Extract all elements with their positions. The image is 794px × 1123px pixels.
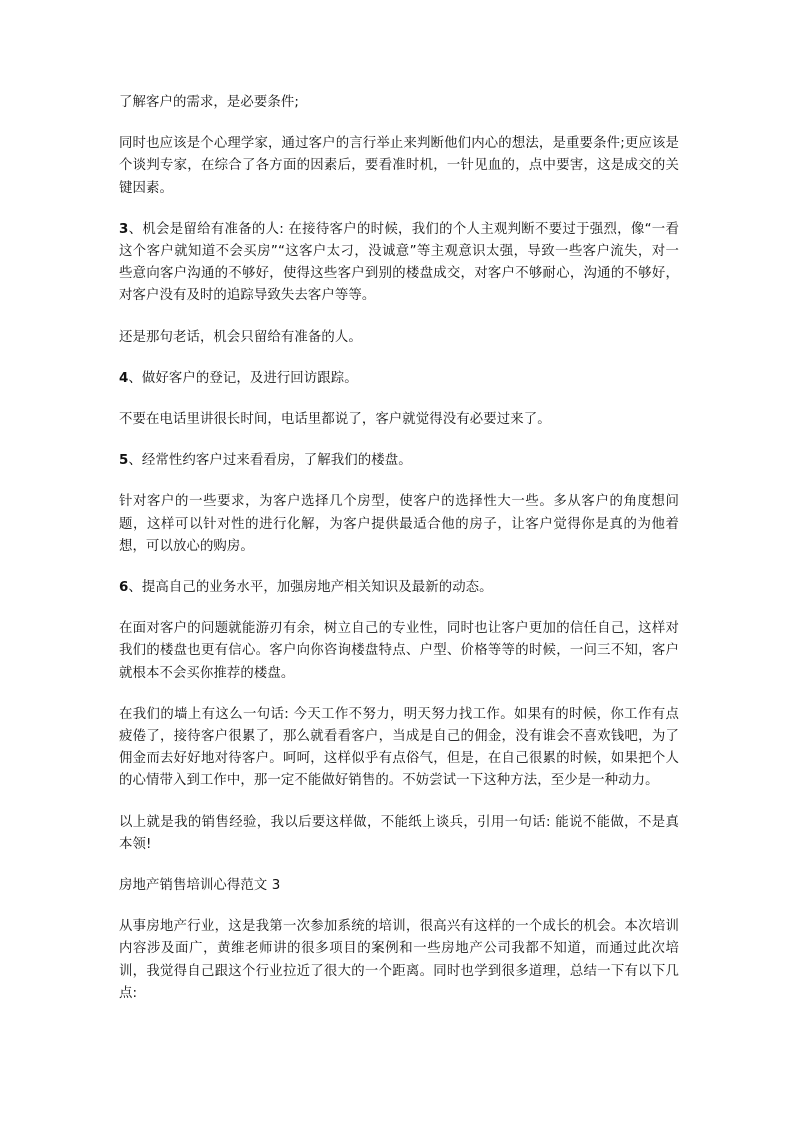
paragraph-requirement: 了解客户的需求，是必要条件; xyxy=(119,95,299,110)
paragraph-professional: 在面对客户的问题就能游刃有余，树立自己的专业性，同时也让客户更加的信任自己，这样对我们的楼盘也更有信心。客户向你咨询楼盘特点、户型、价格等等的时候，一问三不知，客户就根本不会买你推荐的楼盘。 xyxy=(119,621,679,681)
point-number: 6 xyxy=(119,580,129,596)
paragraph-requirements: 针对客户的一些要求，为客户选择几个房型，使客户的选择性大一些。多从客户的角度想问题，这样可以针对性的进行化解，为客户提供最适合他的房子，让客户觉得你是真的为他着想，可以放心的购房。 xyxy=(119,494,679,554)
paragraph-old-saying: 还是那句老话，机会只留给有准备的人。 xyxy=(119,329,362,345)
point-text: 、经常性约客户过来看看房，了解我们的楼盘。 xyxy=(128,453,412,469)
point-number: 4 xyxy=(119,370,129,386)
paragraph-conclusion: 以上就是我的销售经验，我以后要这样做，不能纸上谈兵，引用一句话: 能说不能做，不是真本领! xyxy=(119,814,679,852)
paragraph-psychologist: 同时也应该是个心理学家，通过客户的言行举止来判断他们内心的想法，是重要条件;更应该是个谈判专家，在综合了各方面的因素后，要看准时机，一针见血的，点中要害，这是成交的关键因素。 xyxy=(119,136,679,196)
paragraph-point-6 xyxy=(119,577,679,599)
paragraph-wall-saying: 在我们的墙上有这么一句话: 今天工作不努力，明天努力找工作。如果有的时候，你工作有点疲倦了，接待客户很累了，那么就看看客户，当成是自己的佣金，没有谁会不喜欢钱吧，为了佣金而去好好地对待客户。呵呵，这样似乎有点俗气，但是，在自己很累的时候，如果把个人的心情带入到工作中，那一定不能做好销售的。不妨尝试一下这种方法，至少是一种动力。 xyxy=(119,706,679,789)
document-body xyxy=(119,92,679,1005)
point-number: 3 xyxy=(119,221,129,237)
point-text: 、提高自己的业务水平，加强房地产相关知识及最新的动态。 xyxy=(128,580,493,596)
paragraph-point-5 xyxy=(119,450,679,472)
point-number: 5 xyxy=(119,453,129,469)
paragraph-phone: 不要在电话里讲很长时间，电话里都说了，客户就觉得没有必要过来了。 xyxy=(119,412,551,428)
paragraph-point-3 xyxy=(119,219,679,308)
paragraph-training: 从事房地产行业，这是我第一次参加系统的培训，很高兴有这样的一个成长的机会。本次培训内容涉及面广，黄维老师讲的很多项目的案例和一些房地产公司我都不知道，而通过此次培训，我觉得自己跟这个行业拉近了很大的一个距离。同时也学到很多道理，总结一下有以下几点: xyxy=(119,919,679,1001)
paragraph-point-4 xyxy=(119,368,679,390)
point-text: 、机会是留给有准备的人: 在接待客户的时候，我们的个人主观判断不要过于强烈，像“一看这个客户就知道不会买房”“这客户太刁，没诚意”等主观意识太强，导致一些客户流失，对一些意向客户沟通的不够好，使得这些客户到别的楼盘成交，对客户不够耐心，沟通的不够好，对客户没有及时的追踪导致失去客户等等。 xyxy=(119,221,679,304)
section-heading: 房地产销售培训心得范文 3 xyxy=(119,878,281,894)
point-text: 、做好客户的登记，及进行回访跟踪。 xyxy=(128,370,358,386)
